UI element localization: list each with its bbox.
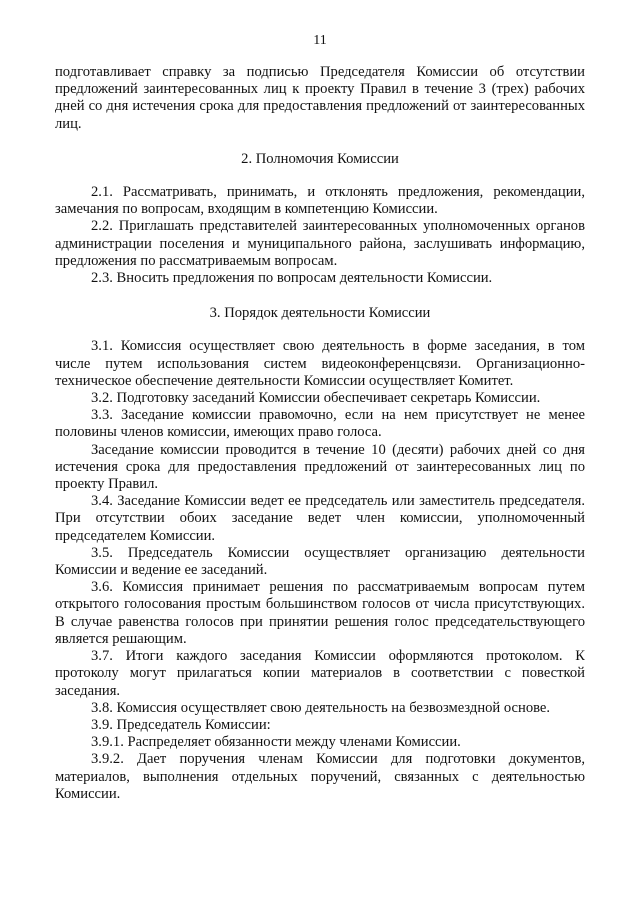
clause-2-3: 2.3. Вносить предложения по вопросам деятельности Комиссии.	[91, 270, 493, 287]
page-number: 11	[313, 33, 327, 48]
clause-3-9: 3.9. Председатель Комиссии:	[91, 716, 271, 733]
section-2-heading: 2. Полномочия Комиссии	[241, 150, 399, 167]
clause-3-4: 3.4. Заседание Комиссии ведет ее председатель или заместитель председателя. При отсутствии обоих заседание ведет член комиссии, уполномоченный председателем Комиссии.	[55, 493, 585, 544]
intro-paragraph: подготавливает справку за подписью Председателя Комиссии об отсутствии предложений заинтересованных лиц к проекту Правил в течение 3 (трех) рабочих дней со дня истечения срока для предоставления предложений от заинтересованных лиц.	[55, 64, 585, 132]
clause-3-6: 3.6. Комиссия принимает решения по рассматриваемым вопросам путем открытого голосования простым большинством голосов от числа присутствующих. В случае равенства голосов при принятии решения голос председательствующего является решающим.	[55, 579, 585, 647]
clause-3-9-1: 3.9.1. Распределяет обязанности между членами Комиссии.	[91, 734, 461, 751]
clause-3-5: 3.5. Председатель Комиссии осуществляет организацию деятельности Комиссии и ведение ее заседаний.	[55, 544, 585, 579]
clause-3-1: 3.1. Комиссия осуществляет свою деятельность в форме заседания, в том числе путем использования систем видеоконференцсвязи. Организационно-техническое обеспечение деятельности Комиссии осуществляет Комитет.	[55, 338, 585, 389]
clause-2-2: 2.2. Приглашать представителей заинтересованных уполномоченных органов администрации поселения и муниципального района, заслушивать информацию, предложения по рассматриваемым вопросам.	[55, 218, 585, 269]
clause-3-7: 3.7. Итоги каждого заседания Комиссии оформляются протоколом. К протоколу могут прилагаться копии материалов в соответствии с повесткой заседания.	[55, 648, 585, 699]
clause-3-2: 3.2. Подготовку заседаний Комиссии обеспечивает секретарь Комиссии.	[91, 390, 541, 407]
clause-3-9-2: 3.9.2. Дает поручения членам Комиссии для подготовки документов, материалов, выполнения отдельных поручений, связанных с деятельностью Комиссии.	[55, 751, 585, 802]
section-3-heading: 3. Порядок деятельности Комиссии	[209, 305, 431, 322]
clause-2-1: 2.1. Рассматривать, принимать, и отклонять предложения, рекомендации, замечания по вопросам, входящим в компетенцию Комиссии.	[55, 184, 585, 218]
clause-3-3: 3.3. Заседание комиссии правомочно, если на нем присутствует не менее половины членов комиссии, имеющих право голоса.	[55, 407, 585, 441]
document-body	[55, 64, 585, 803]
clause-3-8: 3.8. Комиссия осуществляет свою деятельность на безвозмездной основе.	[91, 699, 551, 716]
clause-3-3-meeting-term: Заседание комиссии проводится в течение 10 (десяти) рабочих дней со дня истечения срока для предоставления предложений от заинтересованных лиц по проекту Правил.	[55, 441, 585, 493]
